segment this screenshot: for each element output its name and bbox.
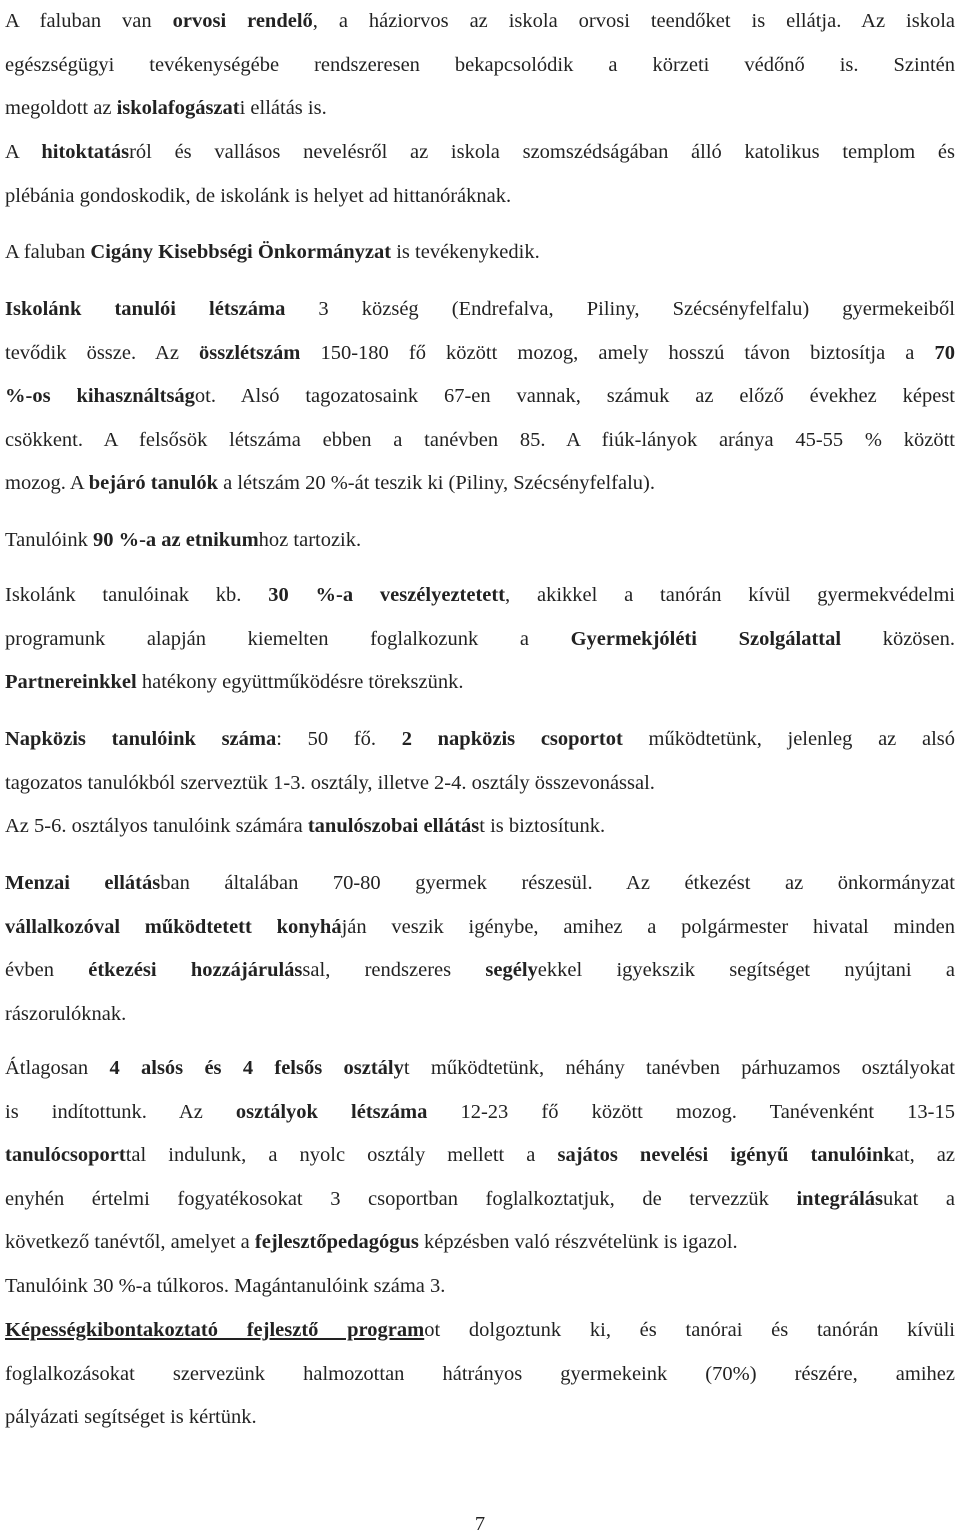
paragraph — [5, 519, 955, 563]
bold-text: Cigány Kisebbségi Önkormányzat — [90, 241, 392, 263]
text-span: A — [5, 141, 42, 163]
text-span: ekkel igyekszik segítséget nyújtani a — [537, 959, 955, 981]
text-line — [5, 1178, 955, 1222]
text-span: 3 község (Endrefalva, Piliny, Szécsényfelfalu) gyermekeiből — [285, 298, 955, 320]
text-line — [5, 0, 955, 44]
text-span: programunk alapján kiemelten foglalkozunk a — [5, 627, 571, 650]
text-span: Tanulóink — [5, 529, 93, 551]
text-span: 12-23 fő között mozog. Tanévenként 13-15 — [427, 1100, 956, 1123]
bold-text: Napközis tanulóink száma — [5, 728, 277, 750]
text-line — [5, 44, 955, 88]
text-line — [5, 1047, 955, 1091]
text-span: következő tanévtől, amelyet a — [5, 1231, 255, 1253]
text-line — [5, 419, 955, 463]
text-span: tal indulunk, a nyolc osztály mellett a — [125, 1144, 558, 1166]
paragraph — [5, 231, 955, 275]
text-span: at, az — [894, 1144, 955, 1166]
bold-text: segély — [485, 959, 538, 981]
bold-text: 2 napközis csoportot — [401, 728, 623, 750]
text-span: megoldott az — [5, 97, 117, 119]
text-span: ban általában 70-80 gyermek részesül. Az étkezést az önkormányzat — [160, 872, 955, 894]
text-span: hoz tartozik. — [258, 529, 362, 551]
text-span: i ellátás is. — [239, 97, 327, 119]
paragraph — [5, 288, 955, 506]
text-line — [5, 805, 955, 849]
bold-text: Iskolánk tanulói létszáma — [5, 298, 286, 320]
text-line — [5, 1309, 955, 1353]
text-span: évben — [5, 959, 89, 981]
text-line — [5, 1265, 955, 1309]
text-line — [5, 574, 955, 618]
bold-text: tanulószobai ellátás — [307, 815, 480, 837]
bold-text: vállalkozóval működtetett konyhá — [5, 915, 342, 938]
text-span: is tevékenykedik. — [391, 241, 540, 263]
text-line — [5, 718, 955, 762]
text-line — [5, 1134, 955, 1178]
bold-text: osztályok létszáma — [235, 1100, 428, 1123]
text-span: képzésben való részvételünk is igazol. — [418, 1231, 738, 1253]
text-span: A faluban van — [5, 10, 173, 32]
paragraph — [5, 1309, 955, 1440]
bold-text: iskolafogászat — [116, 97, 240, 119]
paragraph — [5, 862, 955, 1036]
text-line — [5, 1221, 955, 1265]
text-span: tagozatos tanulókból szerveztük 1-3. osztály, illetve 2-4. osztály összevonással. — [5, 771, 655, 794]
text-span: sal, rendszeres — [302, 959, 486, 981]
text-span: közösen. — [841, 627, 955, 650]
text-span: csökkent. A felsősök létszáma ebben a tanévben 85. A fiúk-lányok aránya 45-55 % között — [5, 428, 955, 451]
text-line — [5, 762, 955, 806]
text-span: t is biztosítunk. — [479, 815, 606, 837]
text-span: ról és vallásos nevelésről az iskola szomszédságában álló katolikus templom és — [129, 141, 955, 163]
text-span: ot. Alsó tagozatosaink 67-en vannak, számuk az előző évekhez képest — [194, 385, 955, 407]
text-span: : 50 fő. — [276, 728, 402, 750]
bold-text: sajátos nevelési igényű tanulóink — [557, 1144, 895, 1166]
text-span: a létszám 20 %-át teszik ki (Piliny, Szécsényfelfalu). — [218, 472, 655, 494]
bold-text: Partnereinkkel — [5, 671, 137, 693]
paragraph — [5, 718, 955, 849]
text-span: 150-180 fő között mozog, amely hosszú távon biztosítja a — [300, 341, 935, 364]
text-line — [5, 131, 955, 175]
bold-text: orvosi rendelő — [172, 10, 313, 32]
bold-text: hitoktatás — [41, 141, 130, 163]
text-span: működtetünk, jelenleg az alsó — [622, 728, 955, 750]
text-line — [5, 519, 955, 563]
text-span: hatékony együttműködésre törekszünk. — [136, 671, 464, 693]
text-span: Az 5-6. osztályos tanulóink számára — [5, 815, 308, 837]
bold-text: összlétszám — [199, 341, 301, 364]
text-line — [5, 175, 955, 219]
bold-text: bejáró tanulók — [88, 472, 218, 494]
text-span: tevődik össze. Az — [5, 341, 200, 364]
paragraph — [5, 574, 955, 705]
text-span: foglalkozásokat szervezünk halmozottan hátrányos gyermekeink (70%) részére, amihez — [5, 1362, 955, 1385]
text-line — [5, 661, 955, 705]
text-span: mozog. A — [5, 472, 89, 494]
text-line — [5, 993, 955, 1037]
text-span: pályázati segítséget is kértünk. — [5, 1406, 257, 1428]
paragraph — [5, 1047, 955, 1308]
document-page — [5, 0, 955, 1537]
text-span: , a háziorvos az iskola orvosi teendőket is ellátja. Az iskola — [312, 10, 955, 32]
text-line — [5, 231, 955, 275]
text-line — [5, 906, 955, 950]
page-number: 7 — [474, 1513, 486, 1535]
text-line — [5, 87, 955, 131]
text-line — [5, 949, 955, 993]
text-line — [5, 618, 955, 662]
paragraph — [5, 0, 955, 131]
text-span: ján veszik igénybe, amihez a polgármester hivatal minden — [341, 915, 955, 938]
underlined-text: Képességkibontakoztató fejlesztő program — [5, 1319, 425, 1341]
bold-text: integrálás — [796, 1187, 884, 1210]
bold-text: Gyermekjóléti Szolgálattal — [570, 627, 842, 650]
text-line — [5, 862, 955, 906]
bold-text: 90 %-a az etnikum — [92, 529, 259, 551]
text-line — [5, 288, 955, 332]
text-line — [5, 1091, 955, 1135]
text-span: Tanulóink 30 %-a túlkoros. Magántanulóink száma 3. — [5, 1274, 446, 1297]
text-span: t működtetünk, néhány tanévben párhuzamos osztályokat — [403, 1057, 956, 1079]
text-span: enyhén értelmi fogyatékosokat 3 csoportban foglalkoztatjuk, de tervezzük — [5, 1187, 797, 1210]
bold-text: %-os kihasználtság — [5, 385, 195, 407]
text-span: Átlagosan — [5, 1057, 110, 1079]
bold-text: 70 — [934, 341, 955, 364]
text-span: rászorulóknak. — [5, 1002, 127, 1025]
paragraph — [5, 131, 955, 218]
bold-text: fejlesztőpedagógus — [254, 1231, 419, 1253]
text-span: is indítottunk. Az — [5, 1100, 236, 1123]
bold-text — [5, 1319, 424, 1341]
text-span: ukat a — [883, 1187, 955, 1210]
text-line — [5, 332, 955, 376]
bold-text: tanulócsoport — [5, 1144, 126, 1166]
bold-text: étkezési hozzájárulás — [88, 959, 303, 981]
text-span: egészségügyi tevékenységébe rendszeresen bekapcsolódik a körzeti védőnő is. Szintén — [5, 53, 955, 76]
text-span: A faluban — [5, 241, 91, 263]
text-line — [5, 462, 955, 506]
text-span: ot dolgoztunk ki, és tanórai és tanórán kívüli — [424, 1319, 956, 1341]
bold-text: 30 %-a veszélyeztetett — [268, 584, 506, 606]
bold-text: Menzai ellátás — [5, 872, 161, 894]
bold-text: 4 alsós és 4 felsős osztály — [109, 1057, 404, 1079]
text-span: Iskolánk tanulóinak kb. — [5, 584, 269, 606]
text-line — [5, 1353, 955, 1397]
text-span: , akikkel a tanórán kívül gyermekvédelmi — [505, 584, 955, 606]
text-line — [5, 375, 955, 419]
text-line — [5, 1396, 955, 1440]
text-span: plébánia gondoskodik, de iskolánk is helyet ad hittanóráknak. — [5, 184, 512, 207]
